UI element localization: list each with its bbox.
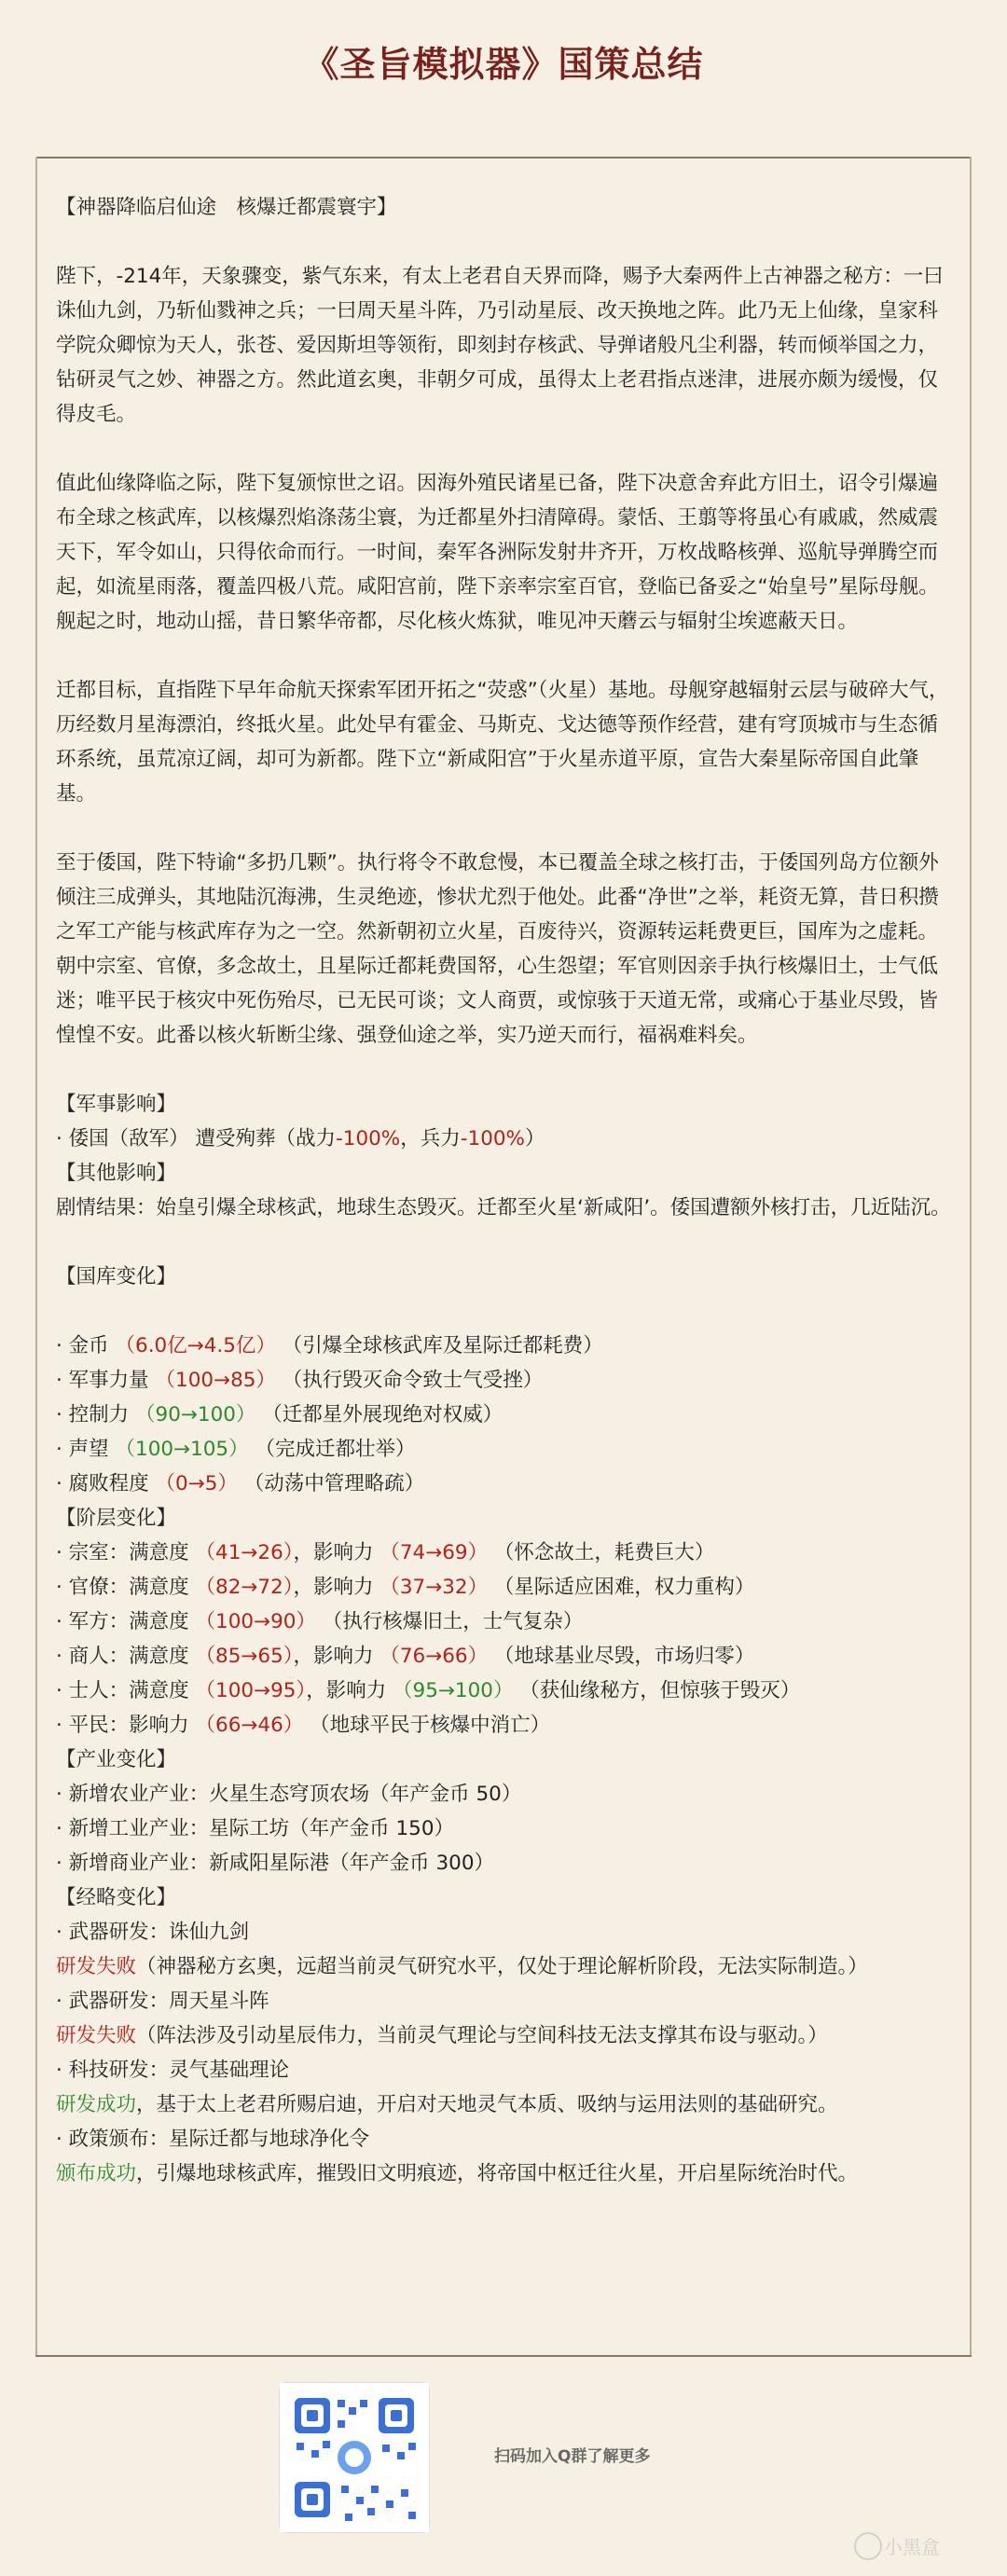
class-item-influence: （76→66）	[379, 1645, 489, 1668]
treasury-item-label: · 声望	[56, 1438, 116, 1461]
bottom-divider	[35, 2355, 972, 2357]
summary-content	[56, 190, 951, 2191]
classes-header: 【阶层变化】	[56, 1507, 177, 1530]
treasury-item-note: （执行毁灭命令致士气受挫）	[275, 1369, 544, 1392]
treasury-item-label: · 金币	[56, 1334, 116, 1357]
class-item-note: （获仙缘秘方，但惊骇于毁灭）	[513, 1679, 801, 1702]
class-item-satisfaction: （100→95）	[195, 1679, 307, 1702]
strategy-item-text: （神器秘方玄奥，远超当前灵气研究水平，仅处于理论解析阶段，无法实际制造。）	[136, 1955, 868, 1978]
strategy-item-line: · 政策颁布：星际迁都与地球净化令	[56, 2128, 370, 2151]
treasury-item-value: （90→100）	[135, 1403, 256, 1426]
treasury-item	[56, 1363, 951, 1398]
class-item-label: · 军方：满意度	[56, 1610, 196, 1633]
treasury-item	[56, 1398, 951, 1432]
treasury-item-label: · 控制力	[56, 1403, 136, 1426]
strategy-item-text: ，基于太上老君所赐启迪，开启对天地灵气本质、吸纳与运用法则的基础研究。	[136, 2093, 838, 2116]
watermark: 小黑盒	[884, 2536, 940, 2558]
treasury-item-label: · 军事力量	[56, 1369, 156, 1392]
class-item	[56, 1570, 951, 1605]
treasury-list	[56, 1329, 951, 1501]
paragraph-2: 值此仙缘降临之际，陛下复颁惊世之诏。因海外殖民诸星已备，陛下决意舍弃此方旧土，诏令引爆遍布全球之核武库，以核爆烈焰涤荡尘寰，为迁都星外扫清障碍。蒙恬、王翦等将虽心有戚戚，然威震天下，军令如山，只得依命而行。一时间，秦军各洲际发射井齐开，万枚战略核弹、巡航导弹腾空而起，如流星雨落，覆盖四极八荒。咸阳宫前，陛下亲率宗室百官，登临已备妥之“始皇号”星际母舰。舰起之时，地动山摇，昔日繁华帝都，尽化核火炼狱，唯见冲天蘑云与辐射尘埃遮蔽天日。	[56, 472, 939, 633]
industry-header: 【产业变化】	[56, 1748, 177, 1771]
treasury-item-note: （迁都星外展现绝对权威）	[255, 1403, 504, 1426]
class-item-label: · 平民：影响力	[56, 1714, 196, 1737]
other-text: 剧情结果：始皇引爆全球核武，地球生态毁灭。迁都至火星‘新咸阳’。倭国遭额外核打击，几近陆沉。	[56, 1196, 951, 1219]
class-item-note: （怀念故土，耗费巨大）	[488, 1541, 715, 1564]
class-item	[56, 1536, 951, 1570]
class-item-note: （执行核爆旧土，士气复杂）	[315, 1610, 584, 1633]
industry-item: · 新增商业产业：新咸阳星际港（年产金币 300）	[56, 1852, 495, 1875]
treasury-item-value: （0→5）	[155, 1472, 238, 1495]
paragraph-3: 迁都目标，直指陛下早年命航天探索军团开拓之“荧惑”（火星）基地。母舰穿越辐射云层与破碎大气，历经数月星海漂泊，终抵火星。此处早有霍金、马斯克、戈达德等预作经营，建有穹顶城市与生态循环系统，虽荒凉辽阔，却可为新都。陛下立“新咸阳宫”于火星赤道平原，宣告大秦星际帝国自此肇基。	[56, 679, 949, 806]
left-border	[35, 157, 37, 2357]
section-heading: 【神器降临启仙途 核爆迁都震寰宇】	[56, 196, 397, 219]
class-item-label: · 宗室：满意度	[56, 1541, 196, 1564]
page-title: 《圣旨模拟器》国策总结	[303, 43, 704, 85]
strategy-item-status: 颁布成功	[56, 2162, 137, 2185]
class-item-note: （地球平民于核爆中消亡）	[303, 1714, 551, 1737]
industry-item: · 新增农业产业：火星生态穹顶农场（年产金币 50）	[56, 1783, 522, 1806]
treasury-item-value: （100→105）	[115, 1438, 249, 1461]
strategy-item-result	[56, 1949, 951, 1984]
class-item-note: （地球基业尽毁，市场归零）	[488, 1645, 755, 1668]
class-item-mid: ，影响力	[306, 1679, 393, 1702]
other-header: 【其他影响】	[56, 1162, 177, 1185]
class-item-satisfaction: （100→90）	[195, 1610, 316, 1633]
class-item-mid: ，影响力	[293, 1645, 380, 1668]
strategy-item-status: 研发成功	[56, 2093, 137, 2116]
treasury-header: 【国库变化】	[56, 1265, 177, 1288]
treasury-item-label: · 腐败程度	[56, 1472, 156, 1495]
strategy-item-status: 研发失败	[56, 1955, 137, 1978]
military-header: 【军事影响】	[56, 1093, 177, 1116]
treasury-item	[56, 1432, 951, 1467]
class-item-satisfaction: （66→46）	[195, 1714, 304, 1737]
class-item-influence: （74→69）	[379, 1541, 489, 1564]
treasury-item-note: （引爆全球核武库及星际迁都耗费）	[275, 1334, 603, 1357]
class-item-note: （星际适应困难，权力重构）	[488, 1576, 755, 1599]
strategy-item-result	[56, 2087, 951, 2122]
strategy-item-result	[56, 2018, 951, 2053]
classes-list	[56, 1536, 951, 1743]
treasury-item	[56, 1467, 951, 1501]
treasury-item-value: （6.0亿→4.5亿）	[115, 1334, 276, 1357]
strategy-header: 【经略变化】	[56, 1886, 177, 1909]
class-item	[56, 1708, 951, 1743]
strategy-item-result	[56, 2156, 951, 2191]
paragraph-4: 至于倭国，陛下特谕“多扔几颗”。执行将令不敢怠慢，本已覆盖全球之核打击，于倭国列岛方位额外倾注三成弹头，其地陆沉海沸，生灵绝迹，惨状尤烈于他处。此番“净世”之举，耗资无算，昔日积攒之军工产能与核武库存为之一空。然新朝初立火星，百废待兴，资源转运耗费更巨，国库为之虚耗。朝中宗室、官僚，多念故土，且星际迁都耗费国帑，心生怨望；军官则因亲手执行核爆旧土，士气低迷；唯平民于核灾中死伤殆尽，已无民可谈；文人商贾，或惊骇于天道无常，或痛心于基业尽毁，皆惶惶不安。此番以核火斩断尘缘、强登仙途之举，实乃逆天而行，福祸难料矣。	[56, 851, 939, 1047]
top-divider	[35, 157, 972, 158]
strategy-item-text: ，引爆地球核武库，摧毁旧文明痕迹，将帝国中枢迁往火星，开启星际统治时代。	[136, 2162, 859, 2185]
class-item-label: · 商人：满意度	[56, 1645, 196, 1668]
class-item	[56, 1639, 951, 1674]
treasury-item-note: （完成迁都壮举）	[248, 1438, 416, 1461]
treasury-item-value: （100→85）	[155, 1369, 276, 1392]
military-line: · 倭国（敌军） 遭受殉葬（战力-100%，兵力-100%）	[56, 1127, 545, 1150]
strategy-item-line: · 武器研发：周天星斗阵	[56, 1990, 269, 2013]
class-item	[56, 1674, 951, 1708]
class-item-satisfaction: （82→72）	[195, 1576, 294, 1599]
strategy-item-status: 研发失败	[56, 2024, 137, 2047]
industry-item: · 新增工业产业：星际工坊（年产金币 150）	[56, 1817, 455, 1840]
class-item-mid: ，影响力	[293, 1576, 380, 1599]
class-item-label: · 士人：满意度	[56, 1679, 196, 1702]
watermark-logo-icon	[854, 2532, 882, 2560]
class-item-influence: （37→32）	[379, 1576, 489, 1599]
strategy-item-text: （阵法涉及引动星辰伟力，当前灵气理论与空间科技无法支撑其布设与驱动。）	[136, 2024, 828, 2047]
qr-code-icon	[280, 2383, 429, 2532]
paragraph-1: 陛下，-214年，天象骤变，紫气东来，有太上老君自天界而降，赐予大秦两件上古神器之秘方：一曰诛仙九剑，乃斩仙戮神之兵；一曰周天星斗阵，乃引动星辰、改天换地之阵。此乃无上仙缘，皇家科学院众卿惊为天人，张苍、爱因斯坦等领衔，即刻封存核武、导弹诸般凡尘利器，转而倾举国之力，钻研灵气之妙、神器之方。然此道玄奥，非朝夕可成，虽得太上老君指点迷津，进展亦颇为缓慢，仅得皮毛。	[56, 265, 944, 426]
strategy-list	[56, 1915, 951, 2191]
treasury-item	[56, 1329, 951, 1363]
class-item	[56, 1605, 951, 1639]
class-item-satisfaction: （41→26）	[195, 1541, 294, 1564]
right-border	[970, 157, 972, 2357]
qr-caption: 扫码加入Q群了解更多	[494, 2447, 651, 2466]
qr-code[interactable]	[280, 2383, 429, 2532]
class-item-label: · 官僚：满意度	[56, 1576, 196, 1599]
class-item-satisfaction: （85→65）	[195, 1645, 294, 1668]
class-item-mid: ，影响力	[293, 1541, 380, 1564]
strategy-item-line: · 武器研发：诛仙九剑	[56, 1921, 250, 1944]
strategy-item-line: · 科技研发：灵气基础理论	[56, 2059, 290, 2082]
treasury-item-note: （动荡中管理略疏）	[237, 1472, 425, 1495]
industry-list	[56, 1777, 951, 1880]
class-item-influence: （95→100）	[393, 1679, 514, 1702]
